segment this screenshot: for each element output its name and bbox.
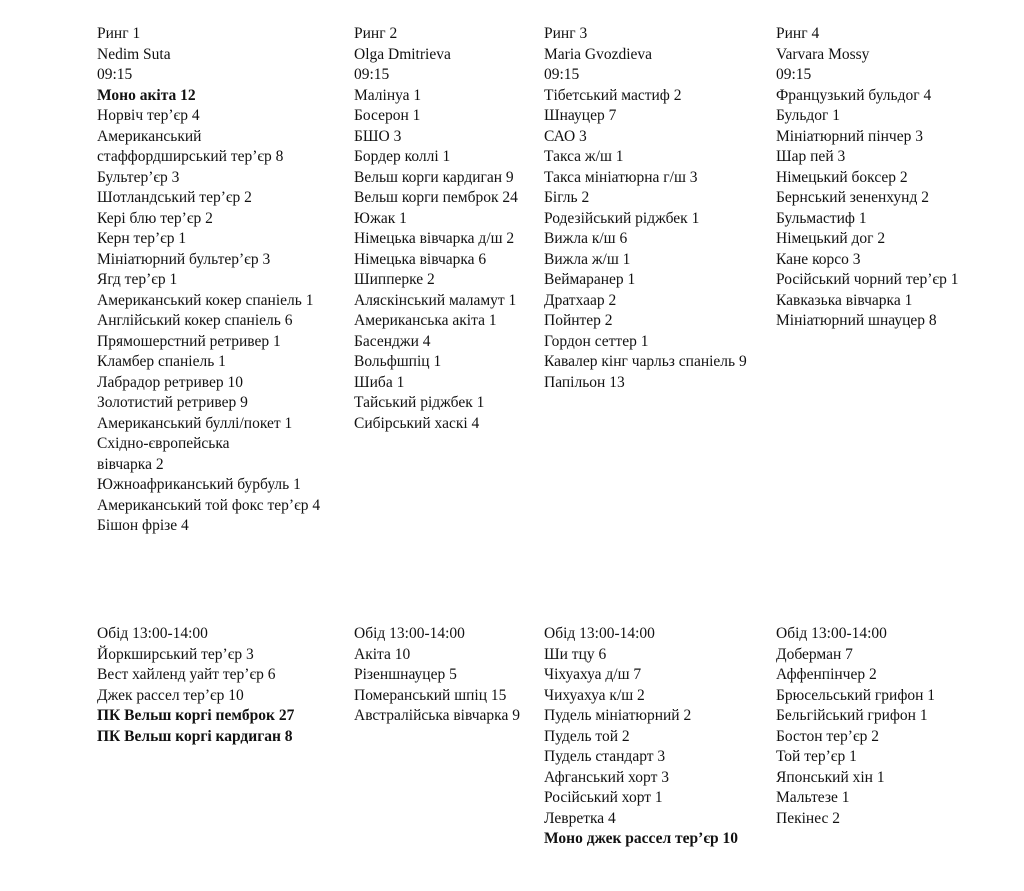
breed-entry: Гордон сеттер 1	[544, 332, 649, 350]
breed-entry: Моно акіта 12	[97, 86, 196, 104]
breed-entry: Сибірський хаскі 4	[354, 414, 480, 432]
breed-entry: Лабрадор ретривер 10	[97, 373, 244, 391]
breed-entry: Мініатюрний шнауцер 8	[776, 312, 937, 329]
ring-title: Ринг 4	[776, 25, 820, 42]
ring-2-morning-column	[354, 24, 518, 434]
ring-title: Ринг 1	[97, 25, 141, 42]
breed-entry: Доберман 7	[776, 645, 853, 663]
breed-entry: Вольфшпіц 1	[354, 353, 442, 370]
breed-entry: Пудель мініатюрний 2	[544, 707, 692, 724]
breed-entry: Аффенпінчер 2	[776, 666, 877, 683]
breed-entry: Вижла к/ш 6	[544, 230, 628, 247]
breed-entry: Чихуахуа к/ш 2	[544, 686, 645, 704]
breed-entry: Американський кокер спаніель 1	[97, 291, 314, 309]
judge-name: Maria Gvozdieva	[544, 45, 653, 63]
ring-1-afternoon-column	[97, 624, 294, 747]
breed-entry: Южноафриканський бурбуль 1	[97, 476, 301, 493]
breed-entry: Бультер’єр 3	[97, 168, 180, 186]
lunch-break: Обід 13:00-14:00	[97, 625, 208, 642]
breed-entry: вівчарка 2	[97, 455, 164, 473]
breed-entry: Ши тцу 6	[544, 645, 607, 663]
breed-entry: Тібетський мастиф 2	[544, 86, 682, 104]
breed-entry: Вест хайленд уайт тер’єр 6	[97, 666, 276, 683]
breed-entry: Мініатюрний пінчер 3	[776, 127, 923, 145]
breed-entry: стаффордширський тер’єр 8	[97, 148, 284, 165]
start-time: 09:15	[354, 66, 390, 83]
ring-4-afternoon-column	[776, 624, 935, 829]
breed-entry: Дратхаар 2	[544, 291, 617, 309]
ring-3-morning-column	[544, 24, 747, 393]
breed-entry: Пудель стандарт 3	[544, 748, 666, 765]
breed-entry: Кавалер кінг чарльз спаніель 9	[544, 353, 747, 370]
breed-entry: Бішон фрізе 4	[97, 517, 189, 534]
breed-entry: Німецька вівчарка 6	[354, 250, 487, 268]
breed-entry: Різеншнауцер 5	[354, 666, 457, 683]
breed-entry: Мальтезе 1	[776, 789, 850, 806]
breed-entry: Німецький боксер 2	[776, 168, 908, 186]
breed-entry: Мініатюрний бультер’єр 3	[97, 250, 271, 268]
breed-entry: Южак 1	[354, 209, 407, 227]
breed-entry: Вельш корги кардиган 9	[354, 168, 514, 186]
breed-entry: Австралійська вівчарка 9	[354, 707, 520, 724]
breed-entry: Бельгійський грифон 1	[776, 707, 928, 724]
judge-name: Olga Dmitrieva	[354, 45, 451, 63]
breed-entry: ПК Вельш коргі пемброк 27	[97, 707, 295, 724]
breed-entry: Джек рассел тер’єр 10	[97, 686, 244, 704]
ring-3-afternoon-column	[544, 624, 738, 850]
breed-entry: Шнауцер 7	[544, 107, 617, 124]
breed-entry: Такса мініатюрна г/ш 3	[544, 168, 698, 186]
breed-entry: Бігль 2	[544, 189, 590, 206]
breed-entry: Родезійський ріджбек 1	[544, 209, 700, 227]
breed-entry: Померанський шпіц 15	[354, 686, 507, 704]
lunch-break: Обід 13:00-14:00	[354, 625, 465, 642]
start-time: 09:15	[776, 66, 812, 83]
breed-entry: Бульмастиф 1	[776, 209, 867, 227]
breed-entry: Американська акіта 1	[354, 312, 497, 329]
judge-name: Nedim Suta	[97, 45, 171, 63]
ring-1-morning-column	[97, 24, 320, 537]
breed-entry: Кане корсо 3	[776, 250, 861, 268]
breed-entry: Такса ж/ш 1	[544, 148, 624, 165]
breed-entry: Пудель той 2	[544, 727, 630, 745]
breed-entry: Вельш корги пемброк 24	[354, 189, 518, 206]
breed-entry: Прямошерстний ретривер 1	[97, 332, 281, 350]
breed-entry: Французький бульдог 4	[776, 86, 932, 104]
start-time: 09:15	[97, 66, 133, 83]
breed-entry: Американський буллі/покет 1	[97, 414, 293, 432]
breed-entry: Моно джек рассел тер’єр 10	[544, 830, 739, 847]
breed-entry: Чіхуахуа д/ш 7	[544, 666, 642, 683]
breed-entry: Англійський кокер спаніель 6	[97, 312, 293, 329]
breed-entry: Норвіч тер’єр 4	[97, 107, 200, 124]
breed-entry: Кавказька вівчарка 1	[776, 291, 913, 309]
ring-title: Ринг 3	[544, 25, 588, 42]
breed-entry: Акіта 10	[354, 645, 411, 663]
breed-entry: Афганський хорт 3	[544, 768, 669, 786]
breed-entry: Басенджи 4	[354, 332, 431, 350]
breed-entry: САО 3	[544, 127, 587, 145]
breed-entry: Босерон 1	[354, 107, 421, 124]
breed-entry: Тайський ріджбек 1	[354, 394, 485, 411]
lunch-break: Обід 13:00-14:00	[776, 625, 887, 642]
breed-entry: Аляскінський маламут 1	[354, 291, 517, 309]
breed-entry: Веймаранер 1	[544, 271, 636, 288]
breed-entry: Шиба 1	[354, 373, 405, 391]
breed-entry: Американський	[97, 127, 202, 145]
breed-entry: Японський хін 1	[776, 768, 885, 786]
breed-entry: Пойнтер 2	[544, 312, 613, 329]
breed-entry: Російський хорт 1	[544, 789, 663, 806]
breed-entry: Йоркширський тер’єр 3	[97, 645, 254, 663]
start-time: 09:15	[544, 66, 580, 83]
breed-entry: Бернський зененхунд 2	[776, 189, 929, 206]
breed-entry: Німецька вівчарка д/ш 2	[354, 230, 515, 247]
breed-entry: БШО 3	[354, 127, 402, 145]
breed-entry: Той тер’єр 1	[776, 748, 857, 765]
breed-entry: Левретка 4	[544, 809, 616, 827]
breed-entry: Східно-європейська	[97, 435, 230, 452]
breed-entry: ПК Вельш коргі кардиган 8	[97, 727, 293, 745]
breed-entry: Вижла ж/ш 1	[544, 250, 631, 268]
breed-entry: Шотландський тер’єр 2	[97, 189, 252, 206]
breed-entry: Російський чорний тер’єр 1	[776, 271, 959, 288]
breed-entry: Кері блю тер’єр 2	[97, 209, 213, 227]
ring-2-afternoon-column	[354, 624, 520, 727]
breed-entry: Кламбер спаніель 1	[97, 353, 226, 370]
breed-entry: Німецький дог 2	[776, 230, 886, 247]
breed-entry: Папільон 13	[544, 373, 625, 391]
breed-entry: Бордер коллі 1	[354, 148, 451, 165]
judge-name: Varvara Mossy	[776, 45, 870, 63]
breed-entry: Шипперке 2	[354, 271, 435, 288]
breed-entry: Брюсельський грифон 1	[776, 686, 936, 704]
ring-title: Ринг 2	[354, 25, 398, 42]
breed-entry: Керн тер’єр 1	[97, 230, 187, 247]
breed-entry: Бостон тер’єр 2	[776, 727, 879, 745]
ring-4-morning-column	[776, 24, 958, 332]
breed-entry: Золотистий ретривер 9	[97, 394, 248, 411]
lunch-break: Обід 13:00-14:00	[544, 625, 655, 642]
breed-entry: Ягд тер’єр 1	[97, 271, 178, 288]
breed-entry: Американський той фокс тер’єр 4	[97, 496, 321, 514]
breed-entry: Пекінес 2	[776, 809, 840, 827]
breed-entry: Бульдог 1	[776, 107, 841, 124]
breed-entry: Шар пей 3	[776, 148, 846, 165]
breed-entry: Малінуа 1	[354, 86, 422, 104]
